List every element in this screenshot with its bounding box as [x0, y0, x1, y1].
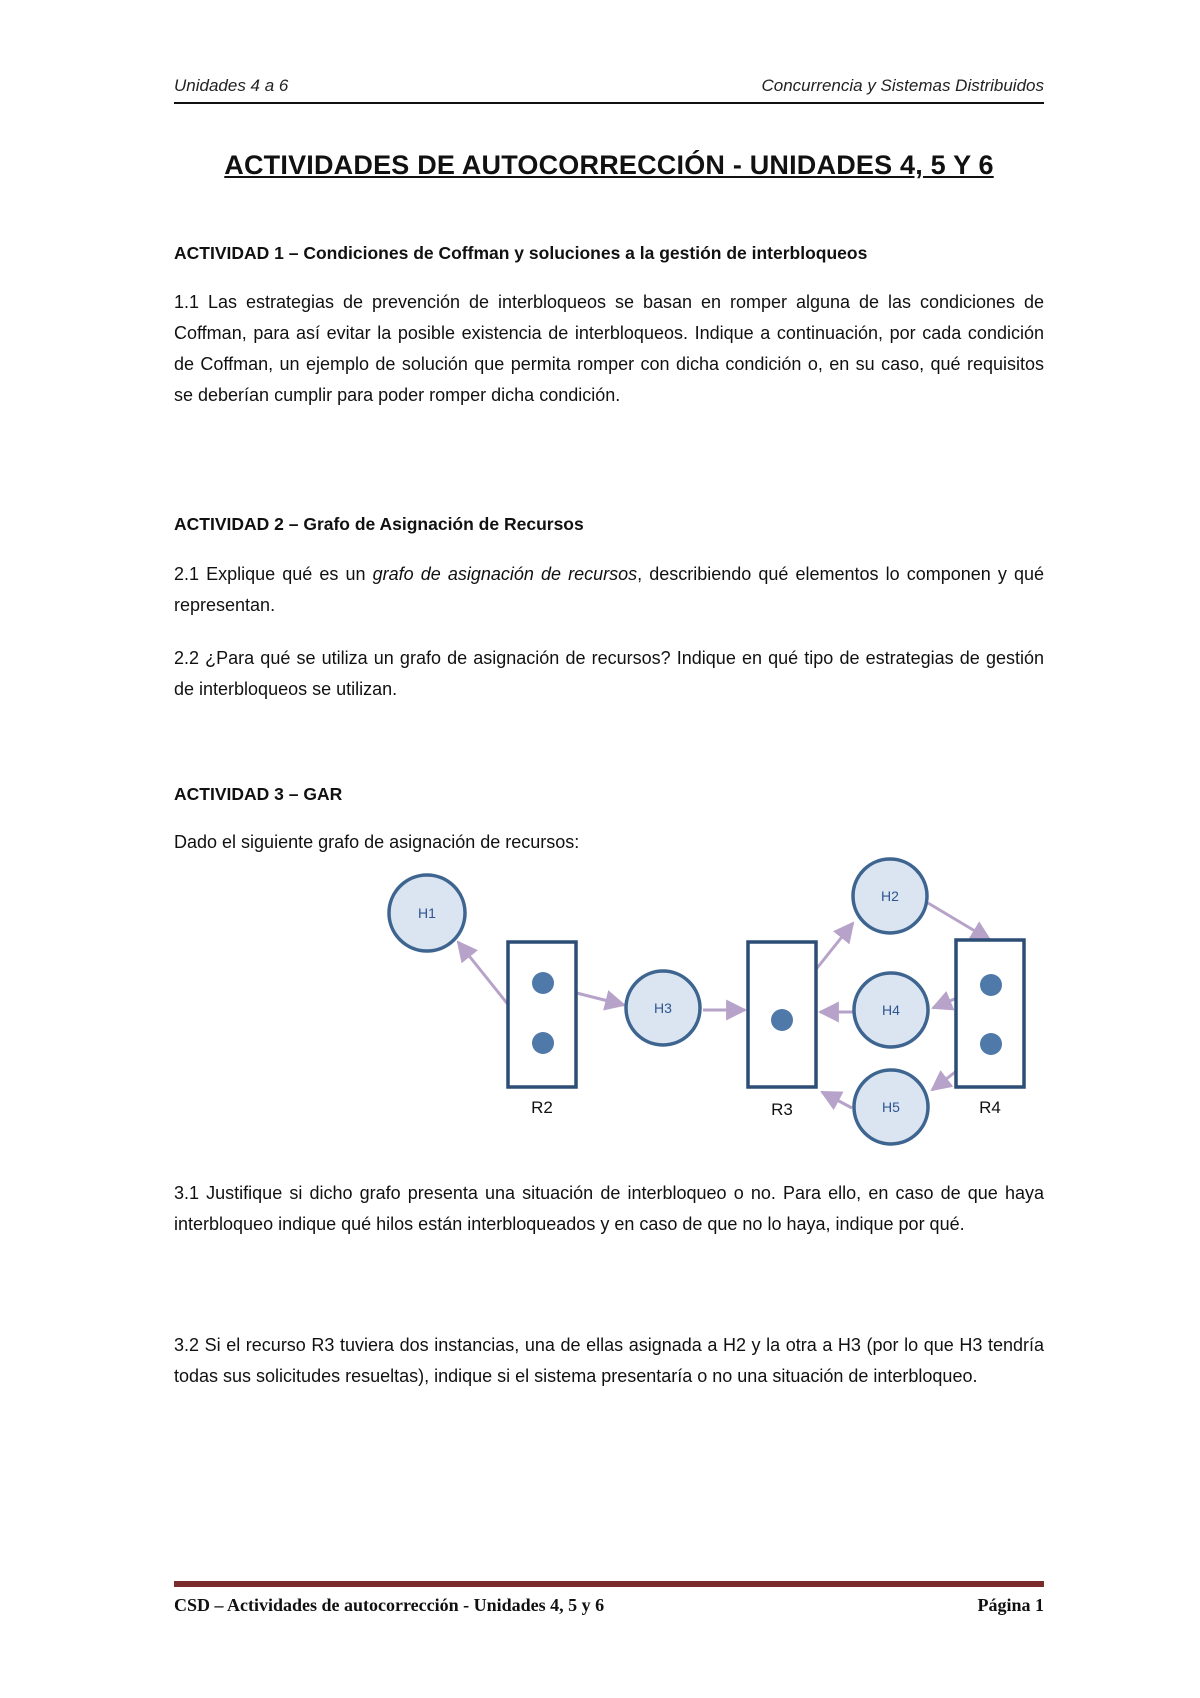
- resource-r3-instance-1: [771, 1009, 793, 1031]
- edge-h5-r3: [822, 1092, 852, 1108]
- activity-3-paragraph-1: 3.1 Justifique si dicho grafo presenta una situación de interbloqueo o no. Para ello, en caso de que haya interbloqueo indique qué hilos están interbloqueados y en caso de que no lo haya, indique por qué.: [174, 1183, 1044, 1234]
- resource-r2-label: R2: [531, 1098, 553, 1117]
- activity-3-intro: Dado el siguiente grafo de asignación de recursos:: [174, 832, 580, 852]
- thread-h1-label: H1: [418, 905, 436, 921]
- page-number: Página 1: [977, 1595, 1044, 1615]
- activity-2-p1-emphasis: grafo de asignación de recursos: [372, 564, 638, 584]
- activity-3-heading: ACTIVIDAD 3 – GAR: [174, 784, 343, 804]
- activity-2-heading: ACTIVIDAD 2 – Grafo de Asignación de Recursos: [174, 514, 584, 534]
- resource-r4-instance-2: [980, 1033, 1002, 1055]
- resource-r4-box: [956, 940, 1024, 1087]
- page-footer: [174, 1595, 1044, 1623]
- thread-h1: [389, 875, 465, 951]
- activity-2-paragraph-2: 2.2 ¿Para qué se utiliza un grafo de asignación de recursos? Indique en qué tipo de estrategias de gestión de interbloqueos se utilizan.: [174, 648, 1044, 699]
- resource-r3: [748, 942, 816, 1119]
- footer-rule: [174, 1581, 1044, 1587]
- activity-2-p1-text-a: 2.1 Explique qué es un: [174, 564, 373, 584]
- resource-r4-instance-1: [980, 974, 1002, 996]
- thread-h2: [853, 859, 927, 933]
- thread-h5: [854, 1070, 928, 1144]
- activity-1-heading: ACTIVIDAD 1 – Condiciones de Coffman y soluciones a la gestión de interbloqueos: [174, 243, 868, 263]
- footer-left: CSD – Actividades de autocorrección - Unidades 4, 5 y 6: [174, 1595, 605, 1615]
- resource-r2-box: [508, 942, 576, 1087]
- activity-2-p1-text-b: , describiendo qué elementos lo componen y qué representan.: [174, 564, 1044, 615]
- edge-h2-r4: [928, 903, 990, 940]
- thread-h3: [626, 971, 700, 1045]
- resource-r2-instance-2: [532, 1032, 554, 1054]
- header-left: Unidades 4 a 6: [174, 76, 289, 95]
- resource-r4-label: R4: [979, 1098, 1001, 1117]
- thread-h3-label: H3: [654, 1000, 672, 1016]
- thread-h2-label: H2: [881, 888, 899, 904]
- header-right: Concurrencia y Sistemas Distribuidos: [761, 76, 1044, 95]
- thread-h5-label: H5: [882, 1099, 900, 1115]
- activity-1-paragraph: 1.1 Las estrategias de prevención de interbloqueos se basan en romper alguna de las condiciones de Coffman, para así evitar la posible existencia de interbloqueos. Indique a continuación, por cada condición de Coffman, un ejemplo de solución que permita romper con dicha condición o, en su caso, qué requisitos se deberían cumplir para poder romper dicha condición.: [174, 292, 1044, 405]
- resource-r2: [508, 942, 576, 1117]
- thread-h4-label: H4: [882, 1002, 900, 1018]
- thread-h4: [854, 973, 928, 1047]
- resource-r3-label: R3: [771, 1100, 793, 1119]
- activity-3-paragraph-2: 3.2 Si el recurso R3 tuviera dos instancias, una de ellas asignada a H2 y la otra a H3 (por lo que H3 tendría todas sus solicitudes resueltas), indique si el sistema presentaría o no una situación de interbloqueo.: [174, 1335, 1044, 1386]
- resource-r2-instance-1: [532, 972, 554, 994]
- document-title: ACTIVIDADES DE AUTOCORRECCIÓN - UNIDADES 4, 5 Y 6: [224, 150, 994, 180]
- resource-r4: [956, 940, 1024, 1117]
